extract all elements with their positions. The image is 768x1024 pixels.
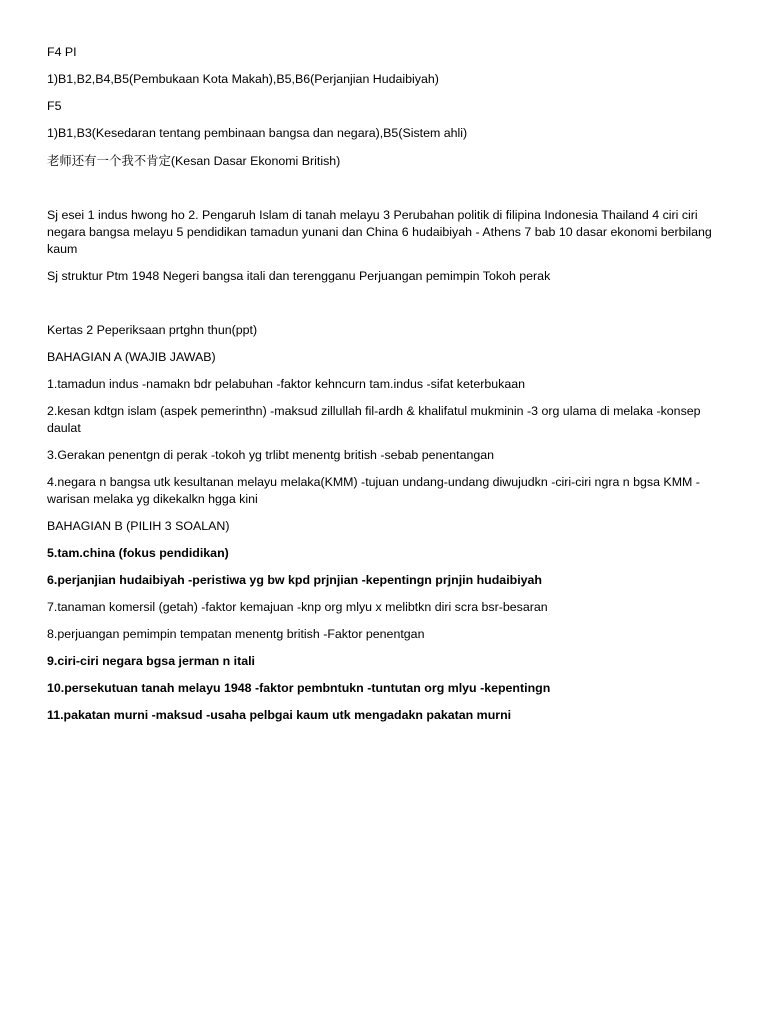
f5-note-line	[47, 152, 717, 170]
question-3: 3.Gerakan penentgn di perak -tokoh yg trlibt menentg british -sebab penentangan	[47, 448, 495, 462]
question-1: 1.tamadun indus -namakn bdr pelabuhan -faktor kehncurn tam.indus -sifat keterbukaan	[47, 377, 526, 391]
spacer	[47, 180, 717, 207]
heading-f5: F5	[47, 99, 62, 113]
f5-topics: 1)B1,B3(Kesedaran tentang pembinaan bangsa dan negara),B5(Sistem ahli)	[47, 126, 468, 140]
question-5: 5.tam.china (fokus pendidikan)	[47, 546, 229, 560]
question-11: 11.pakatan murni -maksud -usaha pelbgai kaum utk mengadakn pakatan murni	[47, 708, 512, 722]
sj-esei-paragraph: Sj esei 1 indus hwong ho 2. Pengaruh Islam di tanah melayu 3 Perubahan politik di filipina Indonesia Thailand 4 ciri ciri negara bangsa melayu 5 pendidikan tamadun yunani dan China 6 hudaibiyah - Athens 7 bab 10 dasar ekonomi berbilang kaum	[47, 208, 712, 256]
question-8: 8.perjuangan pemimpin tempatan menentg british -Faktor penentgan	[47, 627, 425, 641]
heading-f4: F4 PI	[47, 45, 77, 59]
question-10: 10.persekutuan tanah melayu 1948 -faktor pembntukn -tuntutan org mlyu -kepentingn	[47, 681, 551, 695]
question-2: 2.kesan kdtgn islam (aspek pemerinthn) -maksud zillullah fil-ardh & khalifatul mukminin -3 org ulama di melaka -konsep daulat	[47, 404, 701, 435]
kertas-2-heading: Kertas 2 Peperiksaan prtghn thun(ppt)	[47, 323, 258, 337]
section-a-heading: BAHAGIAN A (WAJIB JAWAB)	[47, 350, 216, 364]
spacer	[47, 295, 717, 322]
document-page	[47, 44, 717, 734]
question-6: 6.perjanjian hudaibiyah -peristiwa yg bw kpd prjnjian -kepentingn prjnjin hudaibiyah	[47, 573, 542, 587]
f5-note-topic: (Kesan Dasar Ekonomi British)	[170, 154, 341, 168]
f4-topics: 1)B1,B2,B4,B5(Pembukaan Kota Makah),B5,B6(Perjanjian Hudaibiyah)	[47, 72, 439, 86]
question-4: 4.negara n bangsa utk kesultanan melayu melaka(KMM) -tujuan undang-undang diwujudkn -ciri-ciri ngra n bgsa KMM -warisan melaka yg dikekalkn hgga kini	[47, 475, 700, 506]
sj-struktur-paragraph: Sj struktur Ptm 1948 Negeri bangsa itali dan terengganu Perjuangan pemimpin Tokoh perak	[47, 269, 551, 283]
chinese-note: 老师还有一个我不肯定	[47, 153, 171, 168]
question-9: 9.ciri-ciri negara bgsa jerman n itali	[47, 654, 255, 668]
section-b-heading: BAHAGIAN B (PILIH 3 SOALAN)	[47, 519, 230, 533]
question-7: 7.tanaman komersil (getah) -faktor kemajuan -knp org mlyu x melibtkn diri scra bsr-besaran	[47, 600, 548, 614]
